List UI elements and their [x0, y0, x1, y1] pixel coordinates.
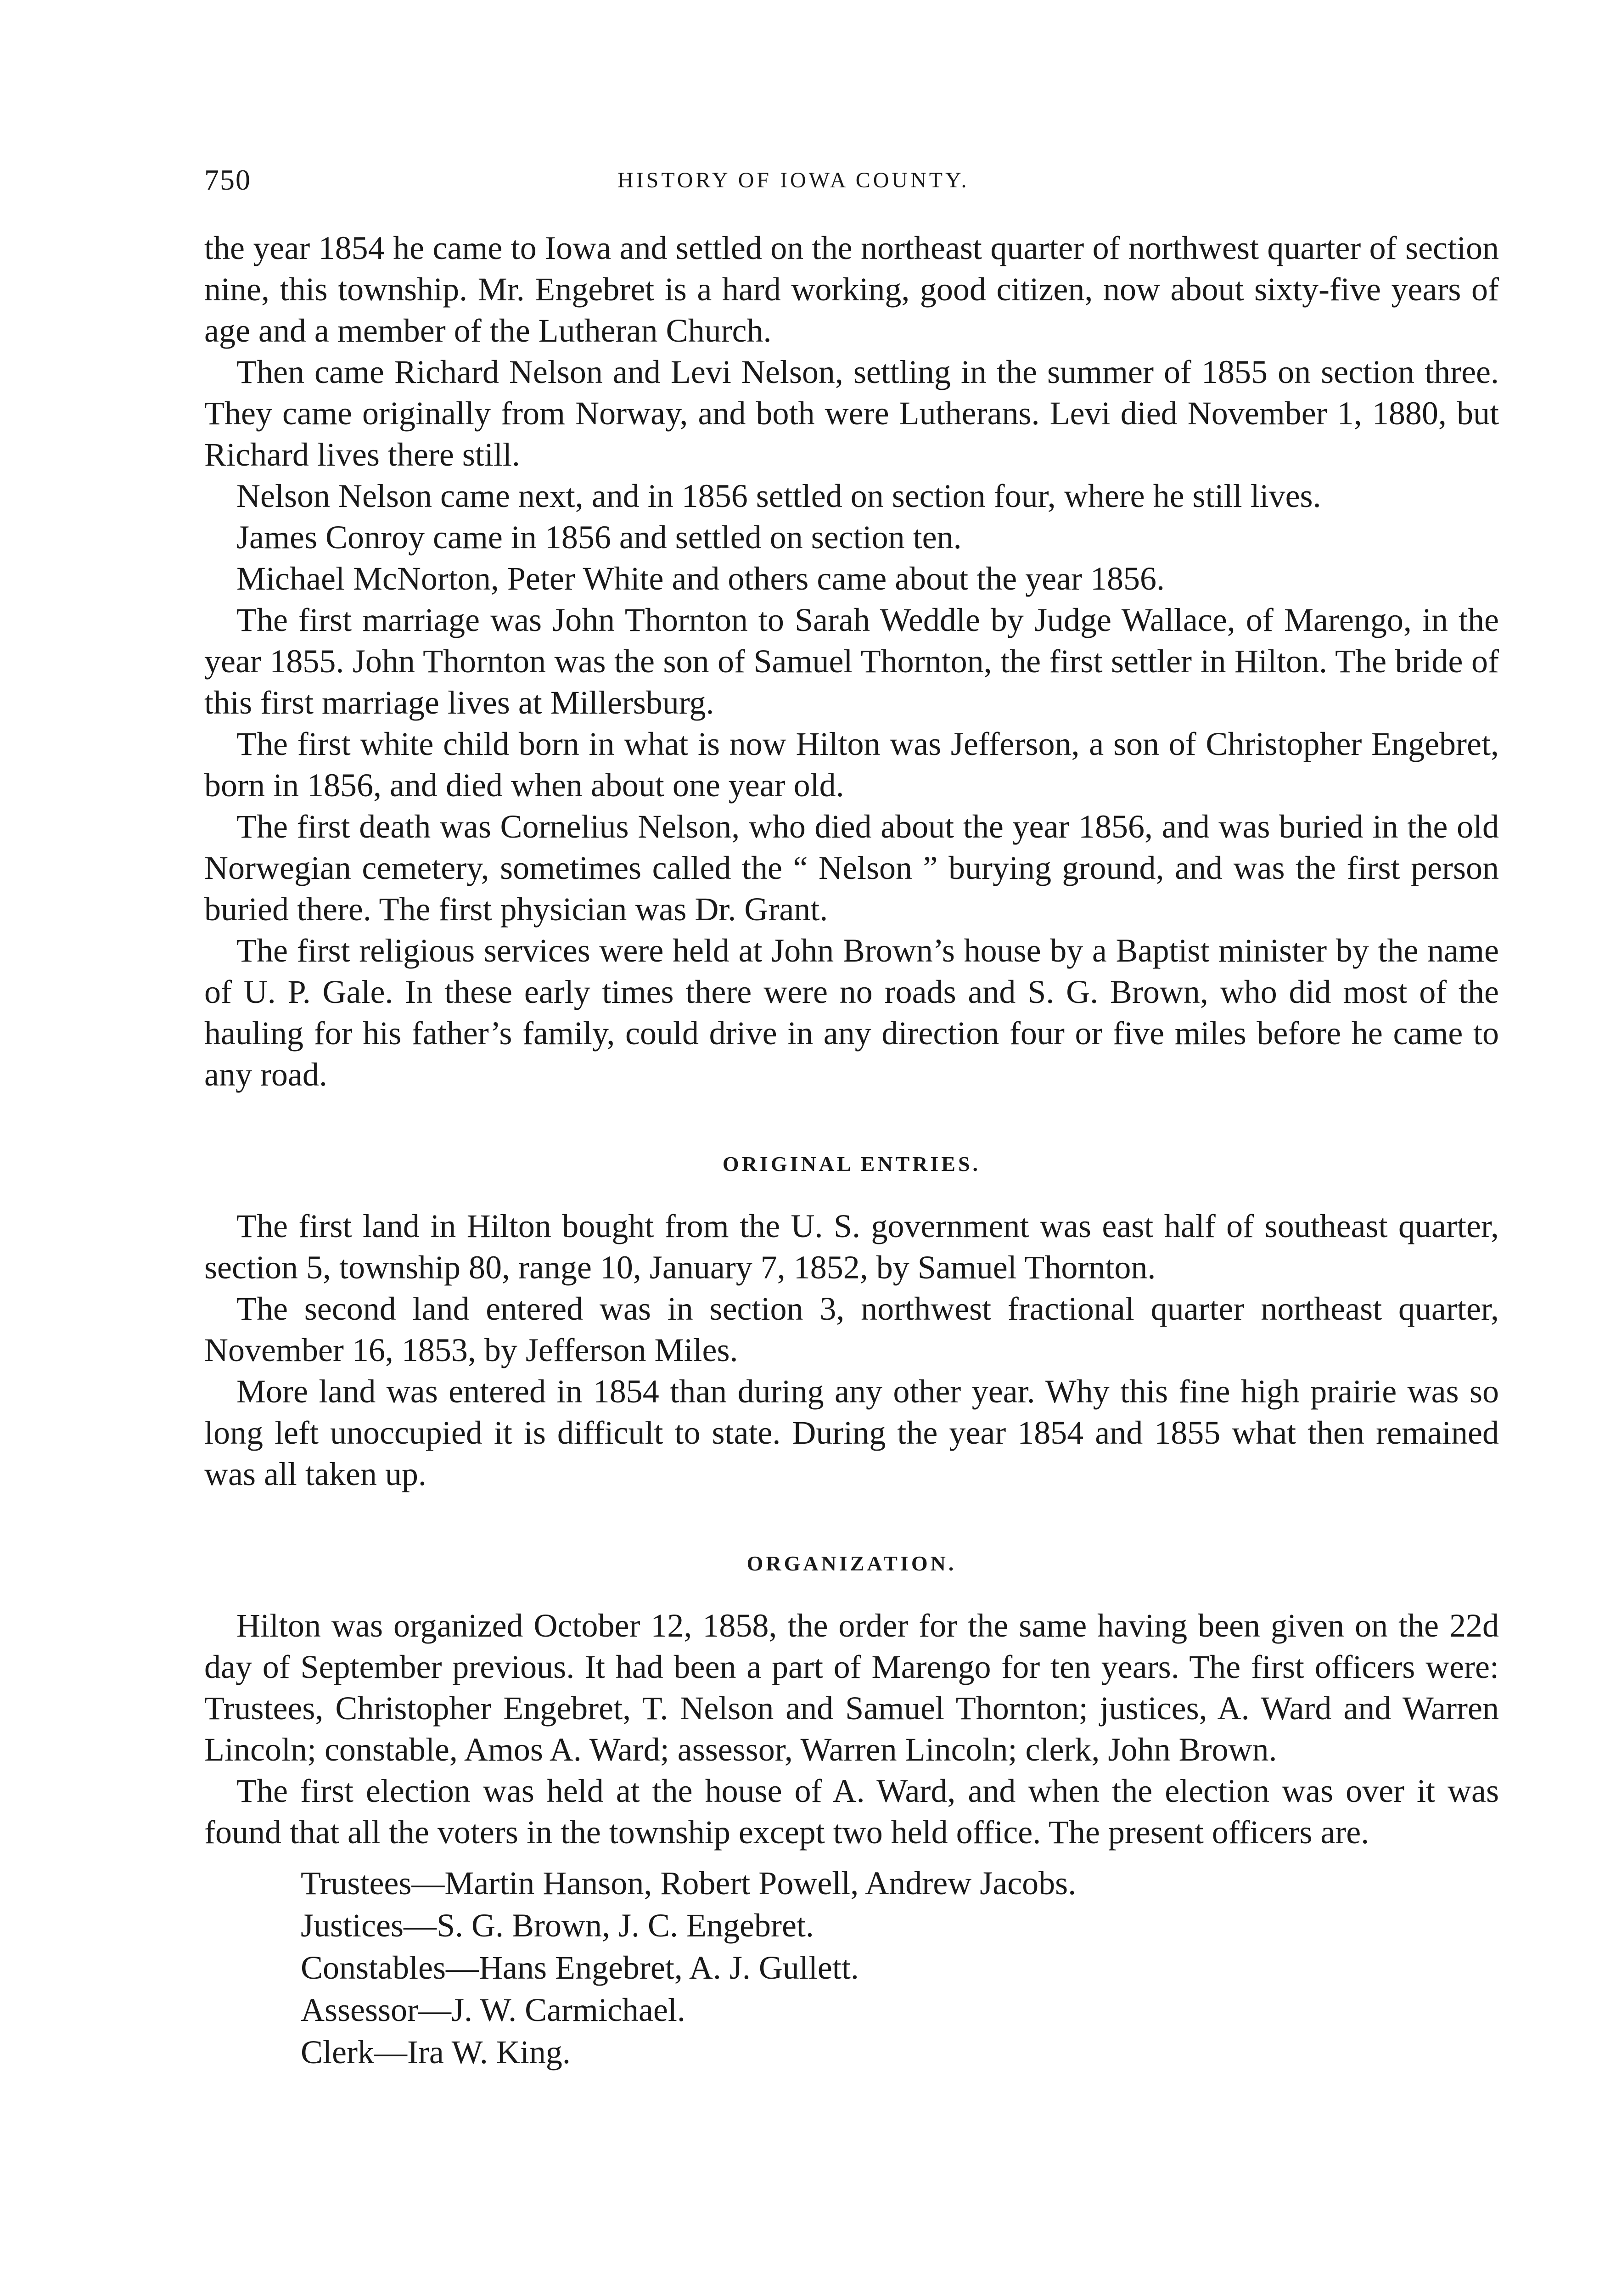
paragraph-more-land: More land was entered in 1854 than during any other year. Why this fine high prairie was so long left unoccupied it is difficult to state. During the year 1854 and 1855 what then remained was all taken up. [204, 1373, 1499, 1492]
running-title: HISTORY OF IOWA COUNTY. [617, 168, 970, 192]
paragraph-first-land: The first land in Hilton bought from the U. S. government was east half of southeast quarter, section 5, township 80, range 10, January 7, 1852, by Samuel Thornton. [204, 1208, 1499, 1286]
paragraph-first-marriage: The first marriage was John Thornton to Sarah Weddle by Judge Wallace, of Marengo, in the year 1855. John Thornton was the son of Samuel Thornton, the first settler in Hilton. The bride of this first marriage lives at Millersburg. [204, 602, 1499, 721]
officer-justices: Justices—S. G. Brown, J. C. Engebret. [301, 1907, 814, 1944]
paragraph-mcnorton-white: Michael McNorton, Peter White and others came about the year 1856. [236, 560, 1165, 597]
page-number: 750 [204, 163, 251, 196]
present-officers-list [301, 1862, 1499, 2073]
officer-assessor: Assessor—J. W. Carmichael. [301, 1992, 685, 2028]
paragraph-nelson-brothers: Then came Richard Nelson and Levi Nelson, settling in the summer of 1855 on section three. They came originally from Norway, and both were Lutherans. Levi died November 1, 1880, but Richard lives there still. [204, 354, 1499, 473]
paragraph-nelson-nelson: Nelson Nelson came next, and in 1856 settled on section four, where he still lives. [236, 478, 1321, 514]
heading-organization: ORGANIZATION. [746, 1552, 957, 1575]
officer-constables: Constables—Hans Engebret, A. J. Gullett. [301, 1949, 859, 1986]
paragraph-first-religious-services: The first religious services were held at John Brown’s house by a Baptist minister by the name of U. P. Gale. In these early times there were no roads and S. G. Brown, who did most of the hauling for his father’s family, could drive in any direction four or five miles before he came to any road. [204, 932, 1499, 1093]
paragraph-hilton-organized: Hilton was organized October 12, 1858, the order for the same having been given on the 22d day of September previous. It had been a part of Marengo for ten years. The first officers were: Trustees, Christopher Engebret, T. Nelson and Samuel Thornton; justices, A. Ward and Warren Lincoln; constable, Amos A. Ward; assessor, Warren Lincoln; clerk, John Brown. [204, 1607, 1499, 1768]
body-text [204, 227, 1499, 2073]
paragraph-second-land: The second land entered was in section 3, northwest fractional quarter northeast quarter, November 16, 1853, by Jefferson Miles. [204, 1290, 1499, 1368]
officer-clerk: Clerk—Ira W. King. [301, 2034, 571, 2071]
paragraph-first-white-child: The first white child born in what is now Hilton was Jefferson, a son of Christopher Engebret, born in 1856, and died when about one year old. [204, 726, 1499, 804]
paragraph-first-election: The first election was held at the house of A. Ward, and when the election was over it was found that all the voters in the township except two held office. The present officers are. [204, 1773, 1499, 1851]
paragraph-james-conroy: James Conroy came in 1856 and settled on section ten. [236, 519, 962, 556]
paragraph-engebret-settlement: the year 1854 he came to Iowa and settled on the northeast quarter of northwest quarter of section nine, this township. Mr. Engebret is a hard working, good citizen, now about sixty-five years of age and a member of the Lutheran Church. [204, 230, 1499, 349]
paragraph-first-death: The first death was Cornelius Nelson, who died about the year 1856, and was buried in the old Norwegian cemetery, sometimes called the “ Nelson ” burying ground, and was the first person buried there. The first physician was Dr. Grant. [204, 808, 1499, 928]
heading-original-entries: ORIGINAL ENTRIES. [722, 1152, 981, 1176]
running-head [204, 163, 1499, 200]
officer-trustees: Trustees—Martin Hanson, Robert Powell, Andrew Jacobs. [301, 1865, 1077, 1902]
